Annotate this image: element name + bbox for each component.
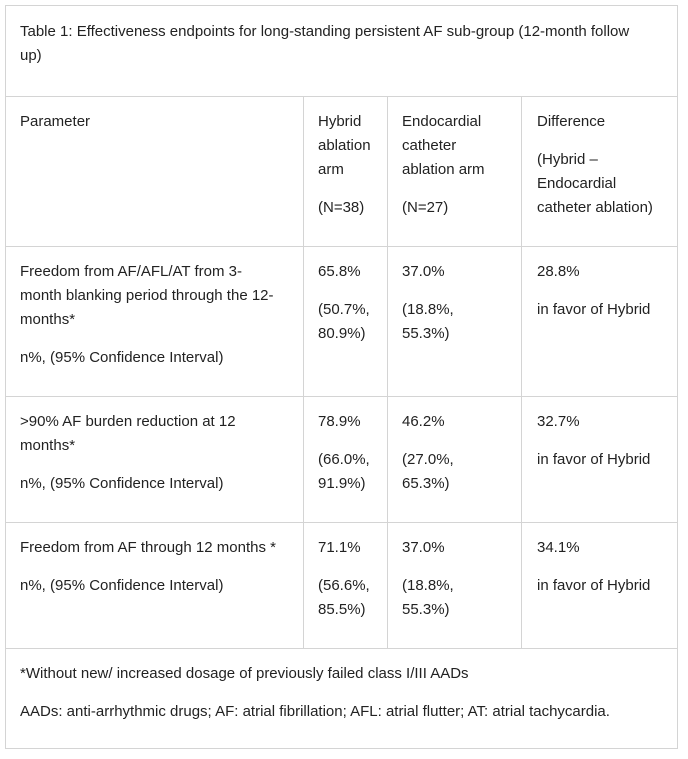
row2-endo-ci-2: 65.3%) (402, 475, 450, 492)
row3-parameter-note: n%, (95% Confidence Interval) (20, 577, 224, 594)
row2-endo-ci-1: (27.0%, (402, 451, 454, 468)
row-divider-2 (6, 522, 677, 523)
row-divider-3 (6, 648, 677, 649)
row2-difference-note: in favor of Hybrid (537, 451, 651, 468)
row2-difference-value: 32.7% (537, 413, 580, 430)
row2-hybrid-value: 78.9% (318, 413, 361, 430)
row1-parameter-line-3: months* (20, 311, 76, 328)
footnote-abbreviations: AADs: anti-arrhythmic drugs; AF: atrial fibrillation; AFL: atrial flutter; AT: atrial tachycardia. (20, 703, 610, 720)
row1-parameter-note: n%, (95% Confidence Interval) (20, 349, 224, 366)
header-difference: Difference (537, 113, 606, 130)
row3-hybrid-value: 71.1% (318, 539, 361, 556)
row3-endo-ci-1: (18.8%, (402, 577, 454, 594)
row1-difference-note: in favor of Hybrid (537, 301, 651, 318)
row3-hybrid-ci-2: 85.5%) (318, 601, 366, 618)
row3-endo-ci-2: 55.3%) (402, 601, 450, 618)
table-caption-line-1: Table 1: Effectiveness endpoints for long-standing persistent AF sub-group (12-month follow (20, 23, 630, 40)
row-divider-header-top (6, 96, 677, 97)
table-caption-line-2: up) (20, 47, 42, 64)
row3-endo-value: 37.0% (402, 539, 445, 556)
row1-hybrid-ci-2: 80.9%) (318, 325, 366, 342)
row3-difference-note: in favor of Hybrid (537, 577, 651, 594)
row2-parameter-line-2: months* (20, 437, 76, 454)
footnote-asterisk: *Without new/ increased dosage of previously failed class I/III AADs (20, 665, 469, 682)
row1-hybrid-ci-1: (50.7%, (318, 301, 370, 318)
header-hybrid-line-2: ablation (318, 137, 371, 154)
row1-parameter-line-1: Freedom from AF/AFL/AT from 3- (20, 263, 242, 280)
column-divider-3 (521, 97, 522, 648)
row1-endo-ci-1: (18.8%, (402, 301, 454, 318)
row2-parameter-note: n%, (95% Confidence Interval) (20, 475, 224, 492)
row3-difference-value: 34.1% (537, 539, 580, 556)
row2-parameter-line-1: >90% AF burden reduction at 12 (20, 413, 236, 430)
row2-hybrid-ci-1: (66.0%, (318, 451, 370, 468)
header-hybrid-n: (N=38) (318, 199, 365, 216)
row1-hybrid-value: 65.8% (318, 263, 361, 280)
row-divider-header-bottom (6, 246, 677, 247)
row2-endo-value: 46.2% (402, 413, 445, 430)
column-divider-2 (387, 97, 388, 648)
row1-endo-value: 37.0% (402, 263, 445, 280)
header-difference-detail-1: (Hybrid – (537, 151, 598, 168)
column-divider-1 (303, 97, 304, 648)
header-endo-n: (N=27) (402, 199, 449, 216)
header-difference-detail-2: Endocardial (537, 175, 617, 192)
header-difference-detail-3: catheter ablation) (537, 199, 653, 216)
header-hybrid-line-3: arm (318, 161, 344, 178)
row3-hybrid-ci-1: (56.6%, (318, 577, 370, 594)
row2-hybrid-ci-2: 91.9%) (318, 475, 366, 492)
header-endo-line-1: Endocardial (402, 113, 482, 130)
header-hybrid-line-1: Hybrid (318, 113, 362, 130)
header-parameter: Parameter (20, 113, 91, 130)
row3-parameter-line-1: Freedom from AF through 12 months * (20, 539, 276, 556)
row1-difference-value: 28.8% (537, 263, 580, 280)
row1-parameter-line-2: month blanking period through the 12- (20, 287, 274, 304)
row1-endo-ci-2: 55.3%) (402, 325, 450, 342)
header-endo-line-3: ablation arm (402, 161, 485, 178)
header-endo-line-2: catheter (402, 137, 457, 154)
row-divider-1 (6, 396, 677, 397)
